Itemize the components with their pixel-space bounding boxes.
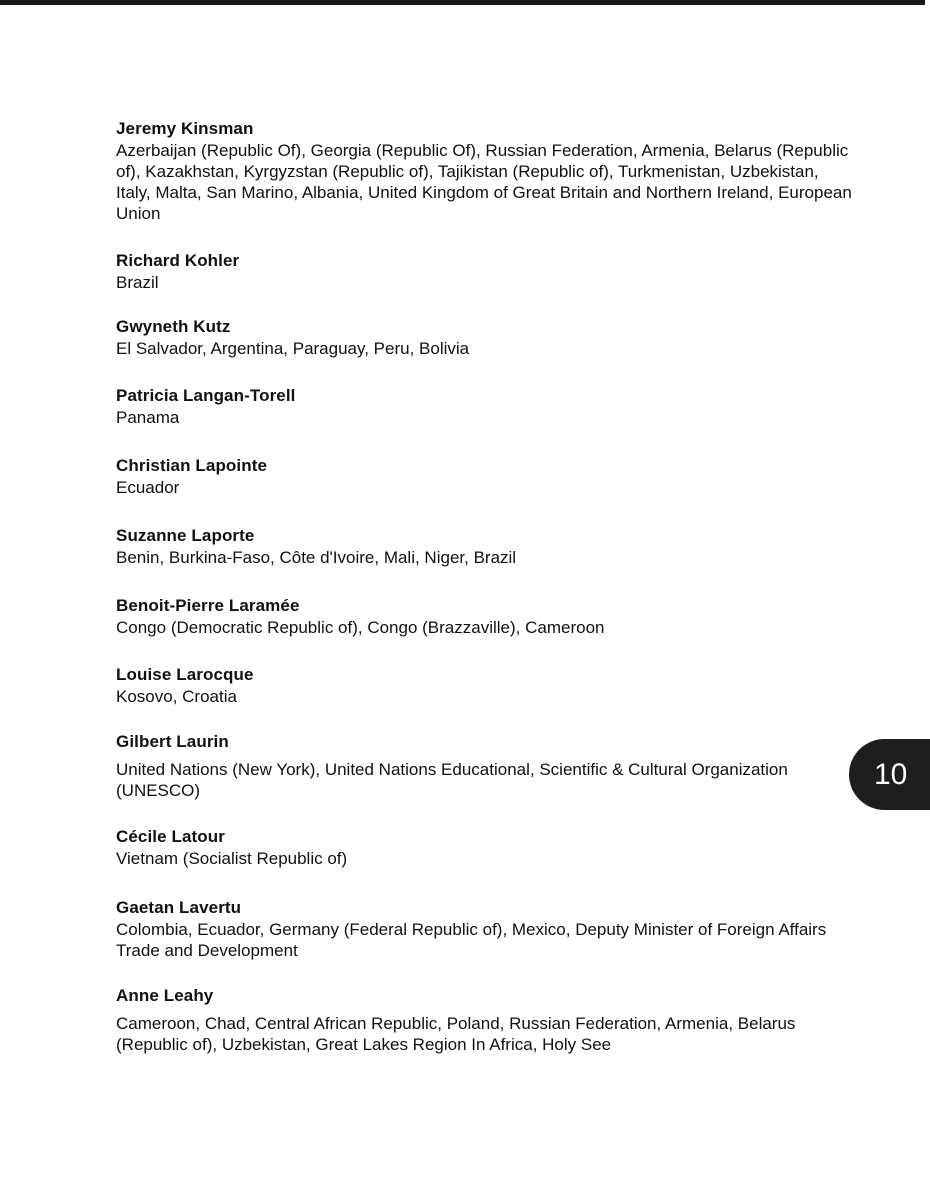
ambassador-posts: Vietnam (Socialist Republic of) (116, 849, 348, 868)
ambassador-name: Cécile Latour (116, 827, 225, 846)
ambassador-name: Gaetan Lavertu (116, 898, 242, 917)
ambassador-name: Patricia Langan-Torell (116, 386, 296, 405)
ambassador-name: Gilbert Laurin (116, 732, 229, 751)
ambassador-posts: Cameroon, Chad, Central African Republic, Poland, Russian Federation, Armenia, Belarus (Republic of), Uzbekistan, Great Lakes Region In Africa, Holy See (116, 1014, 796, 1054)
ambassador-posts: Congo (Democratic Republic of), Congo (Brazzaville), Cameroon (116, 618, 605, 637)
ambassador-posts: El Salvador, Argentina, Paraguay, Peru, Bolivia (116, 339, 470, 358)
ambassador-entry (116, 525, 856, 568)
ambassador-entry (116, 118, 856, 224)
ambassador-entry (116, 316, 856, 359)
ambassador-entry (116, 664, 856, 707)
ambassador-posts: Benin, Burkina-Faso, Côte d'Ivoire, Mali, Niger, Brazil (116, 548, 517, 567)
ambassador-posts: Colombia, Ecuador, Germany (Federal Republic of), Mexico, Deputy Minister of Foreign Affairs Trade and Development (116, 920, 827, 960)
ambassador-name: Christian Lapointe (116, 456, 268, 475)
ambassador-entry (116, 385, 856, 428)
ambassador-entry (116, 897, 856, 961)
ambassador-name: Louise Larocque (116, 665, 254, 684)
ambassador-entry (116, 455, 856, 498)
ambassador-entry (116, 595, 856, 638)
top-border-line (0, 0, 925, 5)
ambassador-name: Richard Kohler (116, 251, 240, 270)
ambassador-name: Benoit-Pierre Laramée (116, 596, 300, 615)
ambassador-posts: Ecuador (116, 478, 180, 497)
ambassador-posts: United Nations (New York), United Nations Educational, Scientific & Cultural Organization (UNESCO) (116, 760, 788, 800)
ambassador-entry (116, 731, 856, 801)
ambassador-name: Suzanne Laporte (116, 526, 255, 545)
ambassador-entry (116, 985, 856, 1055)
ambassador-posts: Azerbaijan (Republic Of), Georgia (Republic Of), Russian Federation, Armenia, Belarus (Republic of), Kazakhstan, Kyrgyzstan (Republic of), Tajikistan (Republic of), Turkmenistan, Uzbekistan, Italy, Malta, San Marino, Albania, United Kingdom of Great Britain and Northern Ireland, European Union (116, 141, 852, 223)
ambassador-name: Jeremy Kinsman (116, 119, 254, 138)
ambassador-posts: Panama (116, 408, 180, 427)
ambassador-posts: Kosovo, Croatia (116, 687, 237, 706)
ambassador-name: Anne Leahy (116, 986, 214, 1005)
ambassador-name: Gwyneth Kutz (116, 317, 231, 336)
ambassador-posts: Brazil (116, 273, 159, 292)
ambassador-entry (116, 826, 856, 869)
page-number-badge: 10 (849, 739, 930, 810)
ambassador-entry (116, 250, 856, 293)
